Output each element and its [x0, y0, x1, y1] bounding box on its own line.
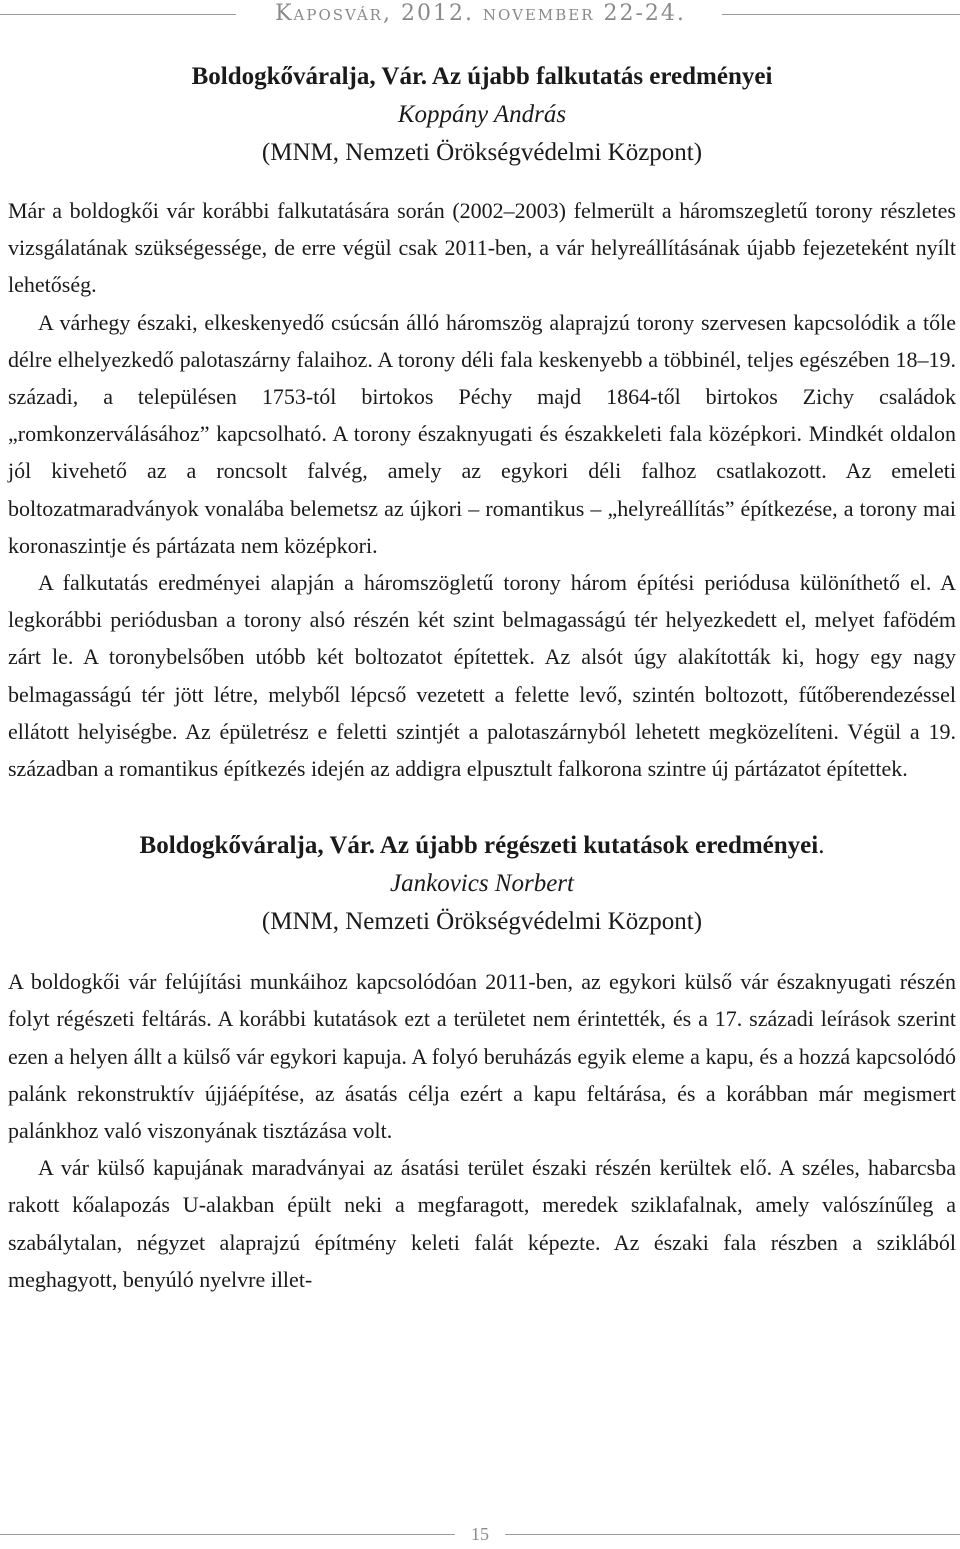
article-affiliation: (MNM, Nemzeti Örökségvédelmi Központ) [261, 908, 703, 936]
page-number: 15 [471, 1524, 489, 1544]
page-content [8, 58, 956, 1298]
article-paragraph: A vár külső kapujának maradványai az ásatási terület északi részén kerültek elő. A széles, habarcsba rakott kőalapozás U-alakban épült neki a megfaragott, meredek sziklafalnak, amely valószínűleg a szabálytalan, négyzet alaprajzú építmény keleti falát képezte. Az északi fala részben a sziklából meghagyott, benyúló nyelvre illet- [8, 1155, 956, 1292]
header-rule-left [0, 14, 236, 15]
article-paragraph: A boldogkői vár felújítási munkáihoz kapcsolódóan 2011-ben, az egykori külső vár északnyugati részén folyt régészeti feltárás. A korábbi kutatások ezt a területet nem érintették, és a 17. századi leírások szerint ezen a helyen állt a külső vár egykori kapuja. A folyó beruházás egyik eleme a kapu, és a hozzá kapcsolódó palánk rekonstruktív újjáépítése, az ásatás célja ezért a kapu feltárása, és a korábban már megismert palánkhoz való viszonyának tisztázása volt. [8, 969, 956, 1144]
article-title: Boldogkőváralja, Vár. Az újabb falkutatás eredményei [191, 63, 773, 90]
running-header [0, 0, 960, 30]
header-title: Kaposvár, 2012. november 22-24. [275, 1, 686, 26]
footer-rule-right [505, 1534, 960, 1535]
article-paragraph: A falkutatás eredményei alapján a háromszögletű torony három építési periódusa különíthető el. A legkorábbi periódusban a torony alsó részén két szint belmagasságú tér helyezkedett el, melyet fafödém zárt le. A toronybelsőben utóbb két boltozatot építettek. Az alsót úgy alakították ki, hogy egy nagy belmagasságú tér jött létre, melyből lépcső vezetett a felette levő, szintén boltozott, fűtőberendezéssel ellátott helyiségbe. Az épületrész e feletti szintjét a palotaszárnyból lehetett megközelíteni. Végül a 19. században a romantikus építkezés idején az addigra elpusztult falkorona szintre új pártázatot építettek. [8, 570, 956, 782]
header-rule-right [722, 14, 960, 15]
article-1 [8, 58, 956, 787]
article-paragraph: A várhegy északi, elkeskenyedő csúcsán álló háromszög alaprajzú torony szervesen kapcsolódik a tőle délre elhelyezkedő palotaszárny falaihoz. A torony déli fala keskenyebb a többinél, teljes egészében 18–19. századi, a településen 1753-tól birtokos Péchy majd 1864-től birtokos Zichy családok „romkonzerválásához” kapcsolható. A torony északnyugati és északkeleti fala középkori. Mindkét oldalon jól kivehető az a roncsolt falvég, amely az egykori déli falhoz csatlakozott. Az emeleti boltozatmaradványok vonalába belemetsz az újkori – romantikus – „helyreállítás” építkezése, a torony mai koronaszintje és pártázata nem középkori. [8, 309, 956, 558]
article-paragraph: Már a boldogkői vár korábbi falkutatására során (2002–2003) felmerült a háromszegletű torony részletes vizsgálatának szükségessége, de erre végül csak 2011-ben, a vár helyreállításának újabb fejezeteként nyílt lehetőség. [8, 198, 956, 298]
article-affiliation: (MNM, Nemzeti Örökségvédelmi Központ) [261, 139, 703, 166]
page-footer [0, 1522, 960, 1546]
article-2 [8, 827, 956, 1298]
article-title: Boldogkőváralja, Vár. Az újabb régészeti kutatások eredményei. [139, 832, 825, 860]
article-author: Koppány András [397, 101, 567, 128]
footer-rule-left [0, 1534, 455, 1535]
article-author: Jankovics Norbert [390, 870, 574, 898]
